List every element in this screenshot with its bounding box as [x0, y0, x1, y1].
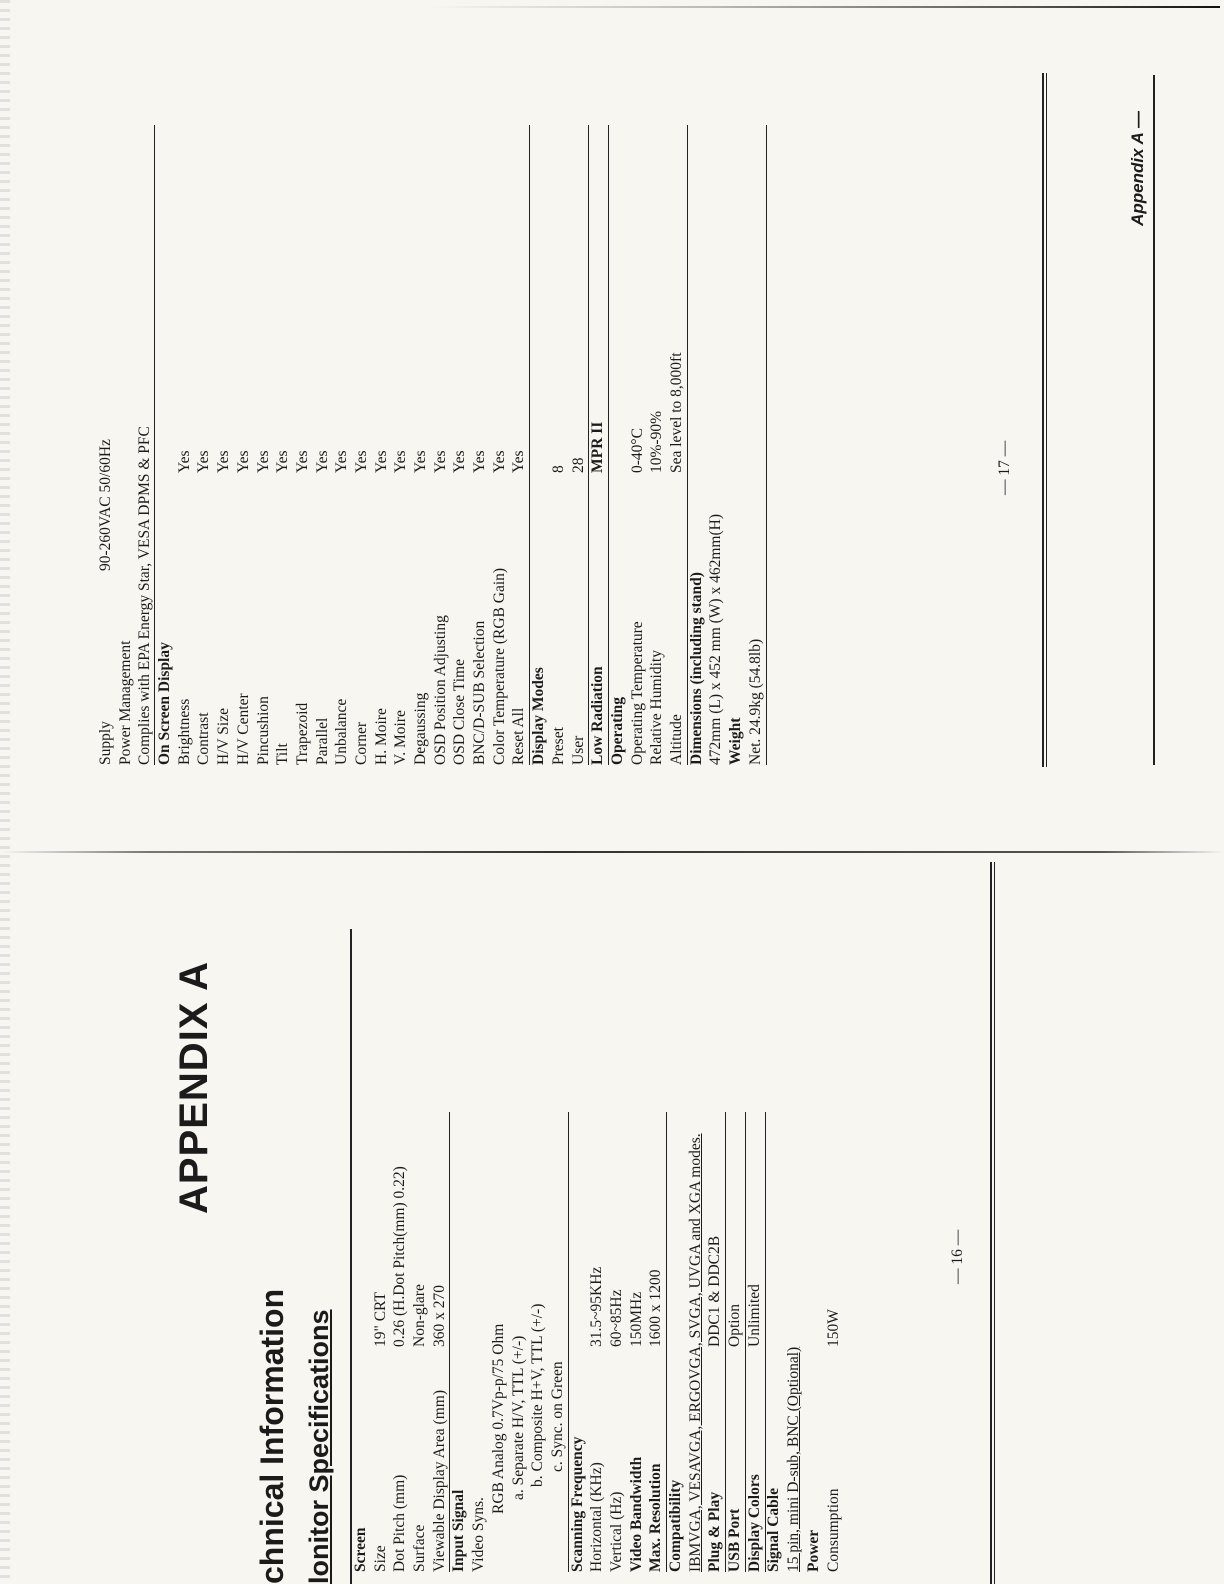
spec-row-power-management: Power Management [116, 640, 134, 765]
scan-top-line [430, 6, 1220, 8]
screen-surface: Surface Non-glare [411, 1284, 429, 1572]
screen-viewable-area: Viewable Display Area (mm) 360 x 270 [430, 1285, 448, 1572]
spec-list-17 [96, 125, 765, 765]
chapter-title: chnical Information [254, 1288, 290, 1584]
screen-dot-pitch: Dot Pitch (mm) 0.26 (H.Dot Pitch(mm) 0.22) [391, 1166, 409, 1572]
osd-item: Unbalance Yes [333, 450, 351, 765]
section-power: Power [804, 1529, 822, 1572]
dimensions-value: 472mm (L) x 452 mm (W) x 462mm(H) [707, 514, 725, 765]
appendix-title: APPENDIX A [172, 960, 216, 1214]
page-number-17: — 17 — [996, 440, 1013, 495]
section-screen: Screen [352, 1527, 369, 1572]
section-on-screen-display: On Screen Display [156, 642, 174, 765]
signal-cable-value: 15 pin, mini D-sub, BNC (Optional) [785, 1346, 803, 1572]
scanning-horizontal: Horizontal (KHz) 31.5~95KHz [588, 1266, 606, 1572]
osd-item: Contrast Yes [195, 450, 213, 765]
section-signal-cable: Signal Cable [765, 1488, 783, 1572]
section-dimensions: Dimensions (including stand) [687, 572, 705, 765]
compatibility-value: IBMVGA, VESAVGA, ERGOVGA, SVGA, UVGA and XGA modes. [686, 1133, 704, 1572]
page-17 [0, 75, 1224, 795]
section-weight: Weight [727, 717, 744, 765]
operating-temperature: Operating Temperature 0-40°C [628, 428, 646, 765]
scanning-vertical: Vertical (Hz) 60~85Hz [607, 1289, 625, 1572]
osd-item: Trapezoid Yes [293, 450, 311, 765]
osd-item: Corner Yes [352, 450, 370, 765]
video-syns: Video Syns. [470, 1497, 488, 1572]
input-line: a. Separate H/V, TTL (+/-) [509, 1335, 527, 1500]
display-colors: Display Colors Unlimited [745, 1284, 763, 1572]
osd-item: V. Moire Yes [392, 450, 410, 765]
spec-row-low-radiation: Low Radiation MPR II [589, 421, 607, 765]
osd-item: OSD Position Adjusting Yes [431, 450, 449, 765]
page-fold-divider [0, 851, 1224, 853]
osd-item: Degaussing Yes [412, 450, 429, 765]
operating-altitude: Altitude Sea level to 8,000ft [667, 352, 685, 765]
section-operating: Operating [608, 696, 626, 765]
plug-and-play: Plug & Play DDC1 & DDC2B [706, 1235, 724, 1572]
usb-port: USB Port Option [726, 1303, 744, 1572]
spec-list-16 [351, 932, 843, 1572]
display-mode-user: User 28 [569, 457, 587, 765]
osd-item: Brightness Yes [175, 450, 193, 765]
osd-item: Pincushion Yes [254, 450, 272, 765]
page-16 [0, 864, 1224, 1584]
osd-item: Parallel Yes [313, 450, 331, 765]
osd-item: H. Moire Yes [372, 450, 390, 765]
spec-row-supply: Supply 90-260VAC 50/60Hz [97, 439, 114, 765]
osd-list [175, 125, 529, 765]
spec-row-compliance: Complies with EPA Energy Star, VESA DPMS & PFC [136, 426, 154, 765]
osd-item: H/V Size Yes [215, 450, 233, 765]
section-display-modes: Display Modes [530, 667, 548, 765]
screen-size: Size 19" CRT [371, 1292, 389, 1572]
section-compatibility: Compatibility [667, 1479, 684, 1572]
operating-humidity: Relative Humidity 10%-90% [648, 411, 666, 765]
input-line: b. Composite H+V, TTL (+/-) [529, 1303, 547, 1487]
section-input-signal: Input Signal [450, 1489, 468, 1572]
osd-item: Color Temperature (RGB Gain) Yes [490, 450, 508, 765]
running-head: Appendix A — [1128, 111, 1147, 226]
osd-item: OSD Close Time Yes [451, 450, 469, 765]
section-scanning-frequency: Scanning Frequency [568, 1436, 586, 1572]
osd-item: Tilt Yes [274, 450, 292, 765]
max-resolution: Max. Resolution 1600 x 1200 [647, 1269, 665, 1572]
display-mode-preset: Preset 8 [549, 465, 567, 765]
osd-item: BNC/D-SUB Selection Yes [471, 450, 489, 765]
osd-item: Reset All Yes [510, 450, 528, 765]
power-consumption: Consumption 150W [824, 1309, 842, 1572]
video-bandwidth: Video Bandwidth 150MHz [627, 1291, 645, 1572]
page-number-16: — 16 — [949, 1229, 966, 1284]
weight-value: Net. 24.9kg (54.8lb) [746, 638, 764, 765]
osd-item: H/V Center Yes [234, 450, 252, 765]
input-line: RGB Analog 0.7Vp-p/75 Ohm [489, 1323, 507, 1514]
header-rule [1153, 75, 1155, 765]
section-title: lonitor Specifications [304, 1309, 334, 1584]
input-line: c. Sync. on Green [548, 1361, 566, 1472]
